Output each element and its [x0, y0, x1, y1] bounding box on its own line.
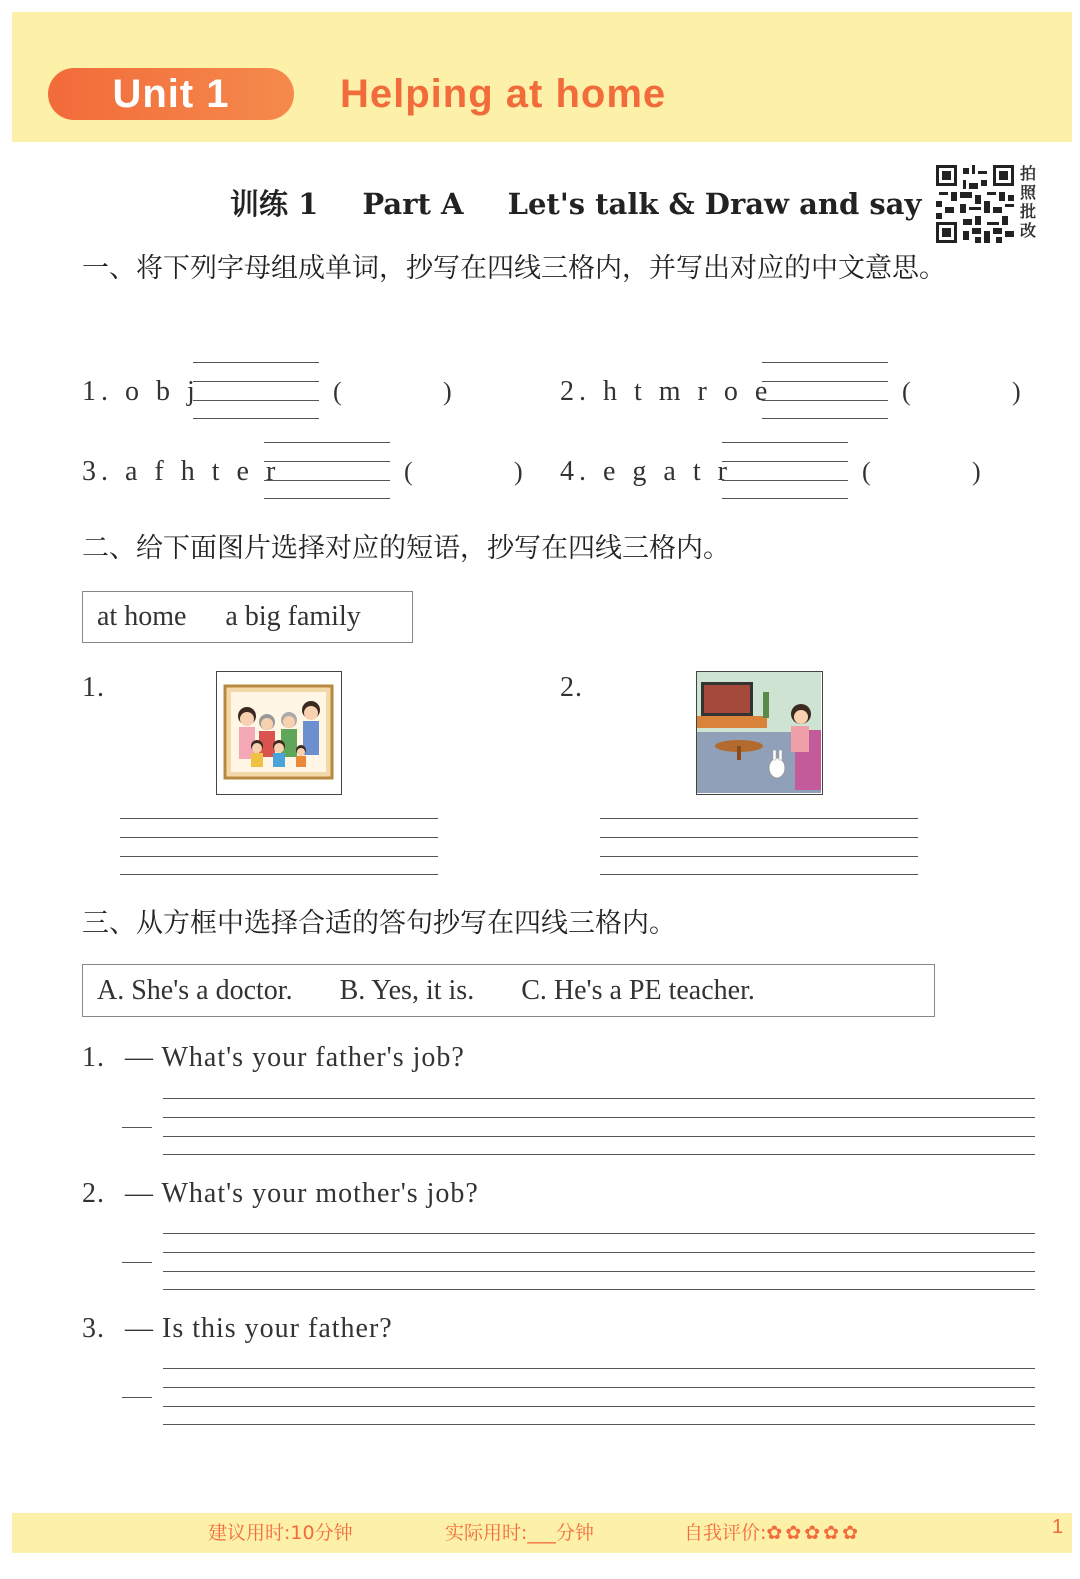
scrambled-letters: a f h t e r — [125, 456, 281, 487]
dialog-item — [82, 1178, 479, 1210]
star-rating[interactable] — [766, 1522, 861, 1544]
answer-paren-open: ( — [902, 377, 911, 406]
answer-option: B. Yes, it is. — [339, 975, 475, 1006]
item-number: 3. — [82, 456, 113, 487]
family-photo-image — [216, 671, 342, 795]
answer-paren-close: ) — [514, 457, 523, 486]
answer-paren-open: ( — [404, 457, 413, 486]
unit-title: Helping at home — [340, 72, 667, 116]
writing-lines[interactable] — [722, 442, 848, 500]
lesson-part: Part A — [362, 187, 464, 221]
list-item — [560, 456, 732, 488]
dialog-question: — Is this your father? — [125, 1313, 393, 1344]
answer-paren-open: ( — [333, 377, 342, 406]
answer-option-box — [82, 964, 935, 1017]
item-number: 2. — [560, 376, 591, 407]
answer-paren-close: ) — [972, 457, 981, 486]
item-number: 1. — [82, 1042, 105, 1073]
section1-heading: 一、将下列字母组成单词，抄写在四线三格内，并写出对应的中文意思。 — [82, 253, 946, 284]
self-eval-label: 自我评价: — [684, 1522, 767, 1544]
item-number: 3. — [82, 1313, 105, 1344]
star-icon[interactable]: ✿ — [766, 1522, 786, 1544]
scrambled-letters: e g a t r — [603, 456, 732, 487]
answer-paren-close: ) — [1012, 377, 1021, 406]
item-number: 1. — [82, 376, 113, 407]
item-number: 4. — [560, 456, 591, 487]
actual-time: 实际用时:___分钟 — [445, 1522, 594, 1544]
item-number: 1. — [82, 672, 105, 703]
list-item — [560, 376, 772, 408]
answer-dash — [122, 1127, 152, 1128]
star-icon[interactable]: ✿ — [823, 1522, 843, 1544]
star-icon[interactable]: ✿ — [785, 1522, 805, 1544]
list-item — [82, 376, 200, 408]
scrambled-letters: o b j — [125, 376, 200, 407]
unit-badge: Unit 1 — [48, 68, 294, 120]
dialog-item — [82, 1042, 465, 1074]
self-evaluation — [684, 1518, 861, 1548]
writing-lines[interactable] — [163, 1098, 1035, 1156]
writing-lines[interactable] — [762, 362, 888, 420]
answer-paren-close: ) — [443, 377, 452, 406]
lesson-number: 训练 1 — [230, 187, 319, 221]
writing-lines[interactable] — [193, 362, 319, 420]
answer-option: A. She's a doctor. — [97, 975, 293, 1006]
writing-lines[interactable] — [600, 818, 918, 876]
suggested-time: 建议用时:10分钟 — [208, 1522, 353, 1544]
section2-heading: 二、给下面图片选择对应的短语，抄写在四线三格内。 — [82, 533, 730, 564]
qr-code-icon[interactable] — [936, 165, 1014, 243]
writing-lines[interactable] — [120, 818, 438, 876]
writing-lines[interactable] — [163, 1368, 1035, 1426]
writing-lines[interactable] — [163, 1233, 1035, 1291]
item-number: 2. — [560, 672, 583, 703]
phrase-option-box — [82, 591, 413, 643]
qr-label: 拍照批改 — [1020, 164, 1037, 240]
answer-option: C. He's a PE teacher. — [521, 975, 755, 1006]
dialog-question: — What's your father's job? — [125, 1042, 465, 1073]
star-icon[interactable]: ✿ — [842, 1522, 862, 1544]
list-item — [82, 456, 280, 488]
item-number: 2. — [82, 1178, 105, 1209]
phrase-option: a big family — [225, 601, 361, 632]
dialog-question: — What's your mother's job? — [125, 1178, 479, 1209]
star-icon[interactable]: ✿ — [804, 1522, 824, 1544]
scrambled-letters: h t m r o e — [603, 376, 773, 407]
writing-lines[interactable] — [264, 442, 390, 500]
lesson-topic: Let's talk & Draw and say — [507, 187, 922, 221]
living-room-image — [696, 671, 823, 795]
dialog-item — [82, 1313, 393, 1345]
answer-dash — [122, 1397, 152, 1398]
section3-heading: 三、从方框中选择合适的答句抄写在四线三格内。 — [82, 908, 676, 939]
answer-paren-open: ( — [862, 457, 871, 486]
lesson-title — [230, 180, 955, 228]
phrase-option: at home — [97, 601, 187, 632]
page-number: 1 — [1052, 1516, 1064, 1538]
answer-dash — [122, 1262, 152, 1263]
